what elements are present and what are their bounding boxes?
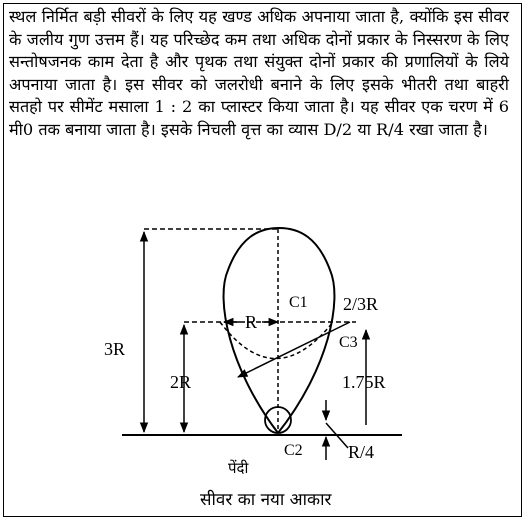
label-3r: 3R [104, 339, 126, 359]
label-base: पेंदी [228, 459, 249, 477]
description-paragraph: स्थल निर्मित बड़ी सीवरों के लिए यह खण्ड अधिक अपनाया जाता है, क्योंकि इस सीवर के जलीय गुण उत्तम हैं। यह परिच्छेद कम तथा अधिक दोनों प्रकार के निस्सरण के लिए सन्तोषजनक काम देता है और पृथक तथा संयुक्त दोनों प्रकार की प्रणालियों के लिये अपनाया जाता है। इस सीवर को जलरोधी बनाने के लिए इसके भीतरी तथा बाहरी सतहो पर सीमेंट मसाला 1 : 2 का प्लास्टर किया जाता है। यह सीवर एक चरण में 6 मी0 तक बनाया जाता है। इसके निचली वृत्त का व्यास D/2 या R/4 रखा जाता है। [9, 7, 509, 139]
label-1-75r: 1.75R [342, 372, 386, 392]
label-c3: C3 [339, 334, 358, 351]
label-c1: C1 [289, 294, 308, 311]
label-r: R [245, 312, 258, 332]
label-c2: C2 [284, 442, 303, 459]
label-2-3r: 2/3R [343, 294, 379, 314]
sewer-outline [224, 228, 335, 433]
label-r-4: R/4 [348, 442, 375, 462]
label-2r: 2R [170, 372, 192, 392]
dashed-arc [220, 322, 333, 359]
diagram-caption: सीवर का नया आकार [200, 490, 332, 510]
